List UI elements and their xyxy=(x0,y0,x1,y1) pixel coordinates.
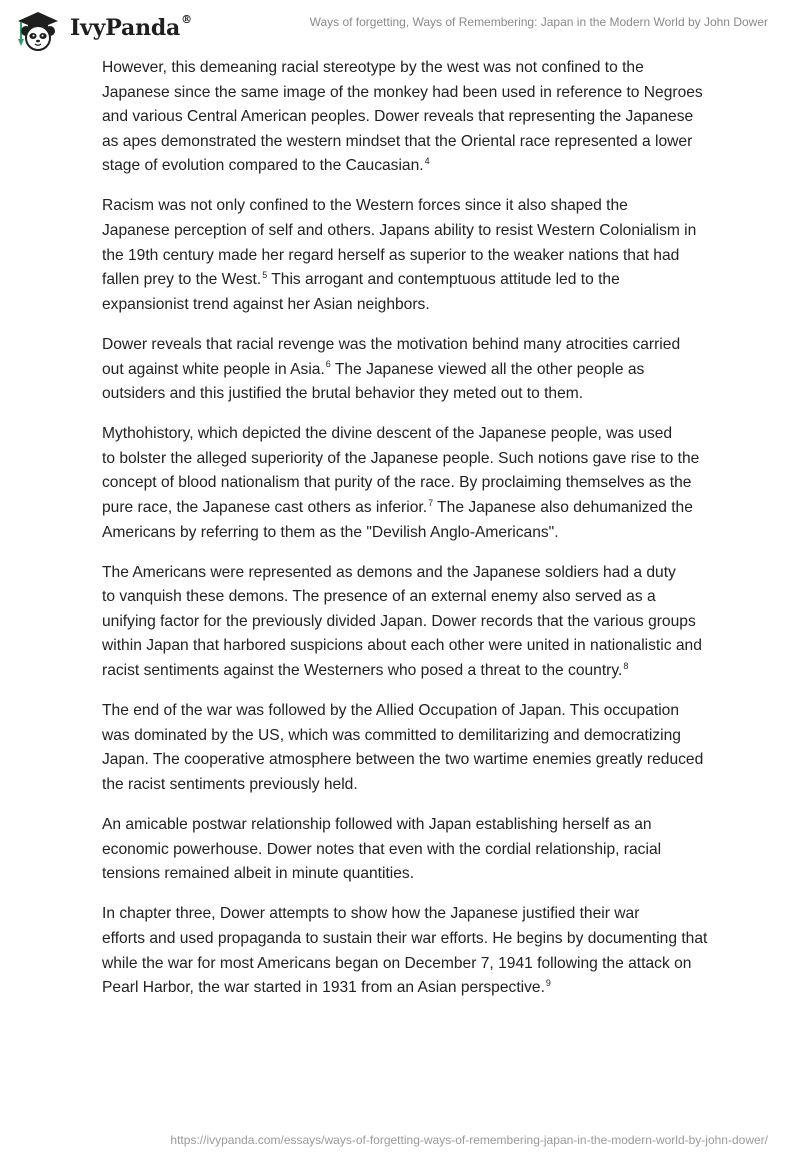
line-text: Japanese since the same image of the monkey had been used in reference to Negroes xyxy=(102,83,703,101)
line-text: In chapter three, Dower attempts to show how the Japanese justified their war xyxy=(102,905,640,923)
text-line xyxy=(74,447,734,472)
ivypanda-logo[interactable] xyxy=(14,9,204,51)
text-line xyxy=(74,130,734,155)
text-line xyxy=(74,699,734,724)
line-text: The Americans were represented as demons and the Japanese soldiers had a duty xyxy=(102,563,676,581)
footnote-marker[interactable]: 6 xyxy=(325,359,331,370)
text-line xyxy=(74,333,734,358)
paragraph-6 xyxy=(74,699,734,797)
text-line xyxy=(74,610,734,635)
text-line xyxy=(74,268,734,293)
text-line xyxy=(74,154,734,179)
line-text: Racism was not only confined to the Western forces since it also shaped the xyxy=(102,197,628,215)
line-text-continued: The Japanese viewed all the other people as xyxy=(330,360,645,378)
text-line xyxy=(74,358,734,383)
line-text: expansionist trend against her Asian neighbors. xyxy=(102,295,430,313)
footnote-marker[interactable]: 5 xyxy=(262,270,268,281)
line-text: to bolster the alleged superiority of the Japanese people. Such notions gave rise to the xyxy=(102,449,700,467)
paragraph-5 xyxy=(74,561,734,684)
line-text: However, this demeaning racial stereotype by the west was not confined to the xyxy=(102,59,644,76)
line-text: efforts and used propaganda to sustain their war efforts. He begins by documenting that xyxy=(102,929,708,947)
text-line xyxy=(74,471,734,496)
text-line xyxy=(74,521,734,546)
text-line xyxy=(74,219,734,244)
line-text: while the war for most Americans began on December 7, 1941 following the attack on xyxy=(102,954,692,972)
line-text: An amicable postwar relationship followed with Japan establishing herself as an xyxy=(102,816,652,834)
text-line xyxy=(74,422,734,447)
source-url[interactable]: https://ivypanda.com/essays/ways-of-forgetting-ways-of-remembering-japan-in-the-modern-world-by-john-dower/ xyxy=(170,1133,768,1147)
line-text: unifying factor for the previously divided Japan. Dower records that the various groups xyxy=(102,612,696,630)
line-text: the racist sentiments previously held. xyxy=(102,775,358,793)
paragraph-8 xyxy=(74,902,734,1000)
text-line xyxy=(74,952,734,977)
document-title: Ways of forgetting, Ways of Remembering: Japan in the Modern World by John Dower xyxy=(309,15,768,29)
brand-name xyxy=(70,15,192,41)
paragraph-1 xyxy=(74,56,734,179)
line-text: Japanese perception of self and others. Japans ability to resist Western Colonialism in xyxy=(102,222,697,240)
text-line xyxy=(74,813,734,838)
text-line xyxy=(74,634,734,659)
line-text: within Japan that harbored suspicions about each other were united in nationalistic and xyxy=(102,637,702,655)
line-text: racist sentiments against the Westerners who posed a threat to the country. xyxy=(102,662,623,680)
line-text: out against white people in Asia. xyxy=(102,360,325,378)
essay-body xyxy=(74,56,734,1016)
paragraph-3 xyxy=(74,333,734,407)
text-line xyxy=(74,773,734,798)
text-line xyxy=(74,976,734,1001)
text-line xyxy=(74,496,734,521)
text-line xyxy=(74,244,734,269)
line-text-continued: The Japanese also dehumanized the xyxy=(433,499,693,516)
text-line xyxy=(74,724,734,749)
line-text-continued: This arrogant and contemptuous attitude led to the xyxy=(267,271,620,289)
page-header xyxy=(0,0,800,60)
footnote-marker[interactable]: 7 xyxy=(428,497,434,508)
registered-mark: ® xyxy=(181,13,192,26)
line-text: economic powerhouse. Dower notes that even with the cordial relationship, racial xyxy=(102,840,662,858)
line-text: fallen prey to the West. xyxy=(102,271,262,289)
text-line xyxy=(74,838,734,863)
text-line xyxy=(74,105,734,130)
text-line xyxy=(74,748,734,773)
paragraph-4 xyxy=(74,422,734,545)
text-line xyxy=(74,382,734,407)
line-text: pure race, the Japanese cast others as inferior. xyxy=(102,499,428,516)
paragraph-7 xyxy=(74,813,734,887)
line-text: Japan. The cooperative atmosphere between the two wartime enemies greatly reduced xyxy=(102,751,704,769)
line-text: Americans by referring to them as the "Devilish Anglo-Americans". xyxy=(102,523,559,541)
text-line xyxy=(74,293,734,318)
line-text: Pearl Harbor, the war started in 1931 from an Asian perspective. xyxy=(102,979,545,997)
line-text: as apes demonstrated the western mindset that the Oriental race represented a lower xyxy=(102,132,693,150)
line-text: Dower reveals that racial revenge was the motivation behind many atrocities carried xyxy=(102,335,681,353)
line-text: to vanquish these demons. The presence of an external enemy also served as a xyxy=(102,588,656,606)
panda-graduate-icon xyxy=(14,9,66,51)
footnote-marker[interactable]: 4 xyxy=(424,156,430,167)
text-line xyxy=(74,927,734,952)
paragraph-2 xyxy=(74,194,734,317)
line-text: The end of the war was followed by the Allied Occupation of Japan. This occupation xyxy=(102,702,680,720)
text-line xyxy=(74,585,734,610)
line-text: and various Central American peoples. Dower reveals that representing the Japanese xyxy=(102,108,694,126)
line-text: stage of evolution compared to the Caucasian. xyxy=(102,157,424,175)
footnote-marker[interactable]: 8 xyxy=(623,660,629,671)
line-text: Mythohistory, which depicted the divine descent of the Japanese people, was used xyxy=(102,425,673,443)
text-line xyxy=(74,56,734,81)
text-line xyxy=(74,862,734,887)
brand-text: IvyPanda xyxy=(70,15,181,41)
text-line xyxy=(74,561,734,586)
line-text: was dominated by the US, which was committed to demilitarizing and democratizing xyxy=(102,726,681,744)
text-line xyxy=(74,194,734,219)
line-text: outsiders and this justified the brutal behavior they meted out to them. xyxy=(102,385,584,403)
footnote-marker[interactable]: 9 xyxy=(545,977,551,988)
line-text: the 19th century made her regard herself as superior to the weaker nations that had xyxy=(102,246,680,264)
line-text: tensions remained albeit in minute quantities. xyxy=(102,865,415,883)
line-text: concept of blood nationalism that purity of the race. By proclaiming themselves as the xyxy=(102,474,692,492)
text-line xyxy=(74,81,734,106)
text-line xyxy=(74,902,734,927)
text-line xyxy=(74,659,734,684)
